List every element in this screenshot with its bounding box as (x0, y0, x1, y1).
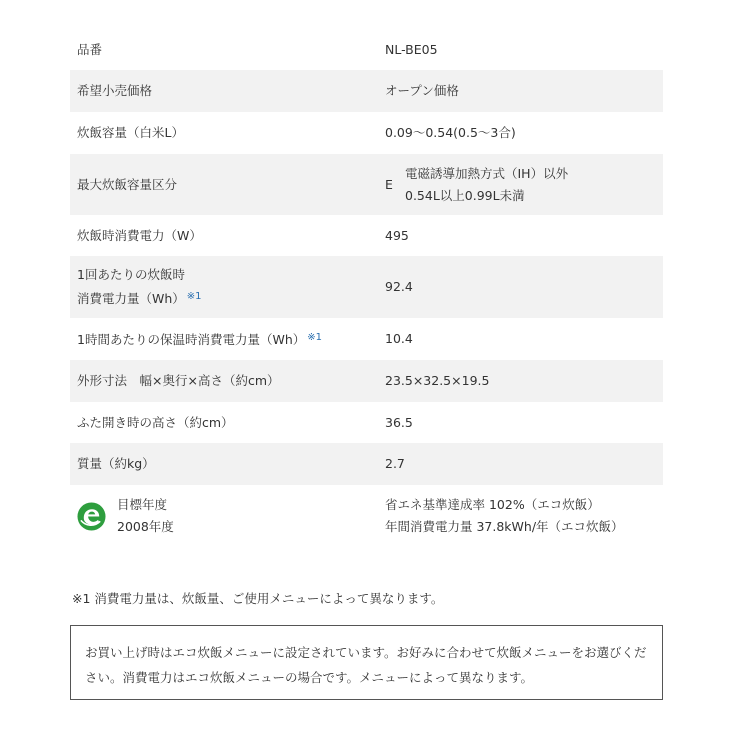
table-row (70, 30, 663, 70)
footnote: ※1 消費電力量は、炊飯量、ご使用メニューによって異なります。 (72, 591, 444, 606)
eco-energy-label-icon (77, 502, 106, 531)
table-row (70, 443, 663, 485)
spec-label-text: 1時間あたりの保温時消費電力量（Wh） (77, 332, 306, 347)
spec-value (376, 163, 663, 207)
table-row (70, 154, 663, 215)
table-row (70, 70, 663, 112)
capacity-class-line1: 電磁誘導加熱方式（IH）以外 (405, 165, 569, 181)
eco-label (77, 494, 376, 538)
spec-label: 炊飯容量（白米L） (77, 125, 184, 140)
table-row (70, 360, 663, 402)
spec-label: 質量（約kg） (77, 456, 155, 471)
target-year (117, 494, 174, 538)
spec-label: 炊飯時消費電力（W） (77, 227, 202, 243)
notice-line2: さい。消費電力はエコ炊飯メニューの場合です。メニューによって異なります。 (85, 670, 534, 685)
spec-value: 495 (385, 227, 409, 243)
notice-line1: お買い上げ時はエコ炊飯メニューに設定されています。お好みに合わせて炊飯メニューをお選びくだ (85, 645, 647, 660)
spec-label (70, 264, 376, 310)
target-year-value: 2008年度 (117, 519, 174, 534)
table-row (70, 215, 663, 256)
footnote-marker: ※1 (307, 332, 322, 343)
spec-label (70, 327, 376, 351)
spec-value: 23.5×32.5×19.5 (385, 373, 490, 388)
capacity-class-line2: 0.54L以上0.99L未満 (405, 187, 525, 203)
spec-value: 2.7 (385, 456, 405, 471)
spec-label: 外形寸法 幅×奥行×高さ（約cm） (77, 373, 280, 388)
spec-value (376, 494, 663, 538)
spec-value: 0.09〜0.54(0.5〜3合) (385, 125, 516, 140)
capacity-class-description (405, 163, 568, 207)
spec-label (70, 494, 376, 538)
table-row (70, 256, 663, 318)
table-row (70, 318, 663, 360)
table-row (70, 485, 663, 547)
spec-label: ふた開き時の高さ（約cm） (77, 414, 234, 430)
annual-consumption: 年間消費電力量 37.8kWh/年（エコ炊飯） (385, 519, 624, 534)
spec-label: 最大炊飯容量区分 (77, 176, 178, 192)
table-row (70, 402, 663, 443)
spec-label-line2: 消費電力量（Wh） (77, 291, 185, 306)
spec-label: 希望小売価格 (77, 83, 153, 98)
spec-label-line1: 1回あたりの炊飯時 (77, 267, 185, 282)
capacity-grade: E (385, 176, 393, 192)
target-year-label: 目標年度 (117, 497, 168, 512)
spec-value: NL-BE05 (385, 42, 438, 57)
notice-box (70, 625, 663, 700)
footnote-marker: ※1 (186, 291, 202, 302)
spec-value: オープン価格 (385, 83, 459, 98)
capacity-class (385, 163, 663, 207)
table-row (70, 112, 663, 154)
spec-value: 10.4 (385, 331, 413, 346)
efficiency-rate: 省エネ基準達成率 102%（エコ炊飯） (385, 497, 600, 512)
spec-value: 36.5 (385, 414, 413, 430)
spec-table (70, 30, 663, 547)
spec-label: 品番 (77, 42, 103, 57)
spec-value: 92.4 (385, 279, 413, 294)
